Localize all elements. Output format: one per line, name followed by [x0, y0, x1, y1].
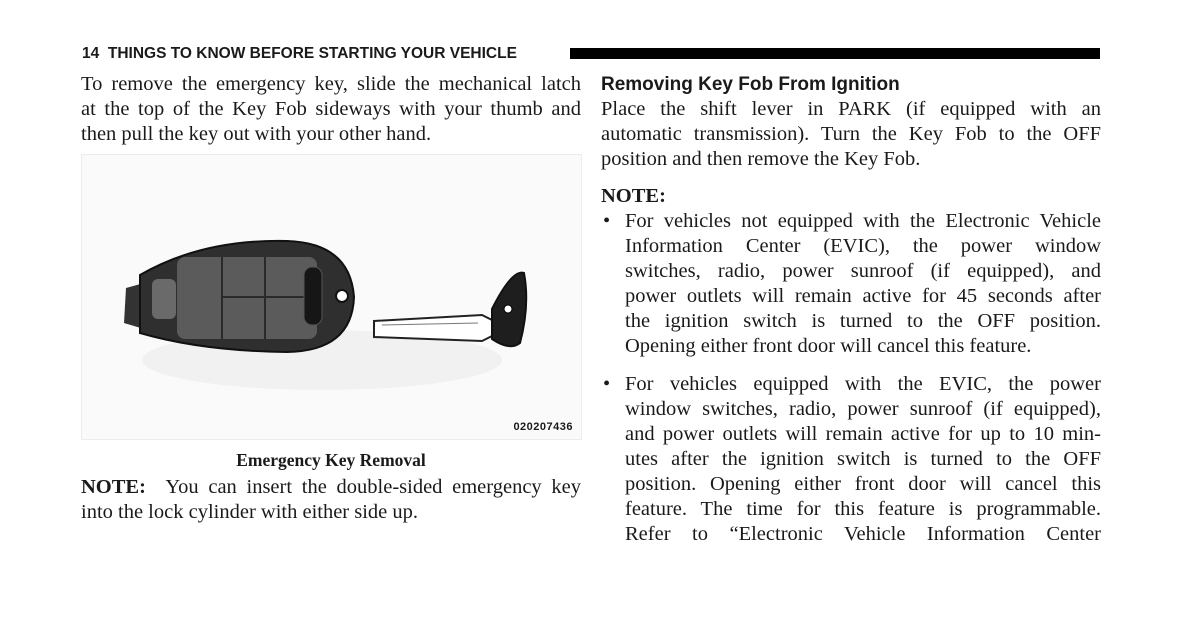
- para-line: Place the shift lever in PARK (if equipped with an: [601, 98, 1101, 120]
- page-header: [82, 44, 1100, 64]
- bullet-line: For vehicles not equipped with the Electronic Vehicle: [625, 210, 1101, 232]
- running-head: [82, 44, 517, 64]
- key-ring-icon: [336, 290, 348, 302]
- bullet-line: utes after the ignition switch is turned to the OFF: [625, 448, 1101, 470]
- bullet-line: Refer to “Electronic Vehicle Information Center: [625, 523, 1101, 545]
- latch-icon: [304, 267, 322, 325]
- figure-code: 020207436: [513, 421, 573, 433]
- note-title: NOTE:: [601, 185, 666, 207]
- para-line: position and then remove the Key Fob.: [601, 148, 921, 170]
- intro-line: at the top of the Key Fob sideways with your thumb and: [81, 98, 581, 120]
- bullet-line: feature. The time for this feature is programmable.: [625, 498, 1101, 520]
- panic-button-icon: [152, 279, 176, 319]
- note-line-1: [81, 475, 581, 500]
- key-fob-illustration: [82, 155, 581, 439]
- note-line-2: into the lock cylinder with either side up.: [81, 501, 419, 523]
- header-rule: [570, 48, 1100, 59]
- page-number: 14: [82, 45, 100, 62]
- bullet-line: the ignition switch is turned to the OFF position.: [625, 310, 1101, 332]
- bullet-line: power outlets will remain active for 45 seconds after: [625, 285, 1101, 307]
- bullet-line: For vehicles equipped with the EVIC, the power: [625, 373, 1101, 395]
- left-intro: [81, 72, 581, 147]
- bullet-line: Information Center (EVIC), the power window: [625, 235, 1101, 257]
- bullet-icon: •: [603, 373, 611, 395]
- bullet-icon: •: [603, 210, 611, 232]
- intro-line: To remove the emergency key, slide the mechanical latch: [81, 73, 581, 95]
- note-text: You can insert the double-sided emergency key: [165, 476, 581, 498]
- section-heading: Removing Key Fob From Ignition: [601, 74, 900, 95]
- bullet-line: window switches, radio, power sunroof (if equipped),: [625, 398, 1101, 420]
- bullet-line: Opening either front door will cancel this feature.: [625, 335, 1032, 357]
- intro-line: then pull the key out with your other hand.: [81, 123, 432, 145]
- figure-caption: Emergency Key Removal: [236, 450, 426, 470]
- section-title: THINGS TO KNOW BEFORE STARTING YOUR VEHICLE: [107, 45, 517, 62]
- emergency-key-figure: [81, 154, 582, 440]
- right-column: [601, 72, 1101, 547]
- bullet-line: position. Opening either front door will cancel this: [625, 473, 1101, 495]
- note-label: NOTE:: [81, 476, 146, 498]
- bullet-item: [601, 209, 1101, 359]
- bullet-item: [601, 372, 1101, 547]
- bullet-line: and power outlets will remain active for up to 10 min-: [625, 423, 1101, 445]
- emergency-key-blade: [374, 315, 494, 341]
- left-note: [81, 475, 581, 525]
- para-line: automatic transmission). Turn the Key Fob to the OFF: [601, 123, 1101, 145]
- bullet-line: switches, radio, power sunroof (if equipped), and: [625, 260, 1101, 282]
